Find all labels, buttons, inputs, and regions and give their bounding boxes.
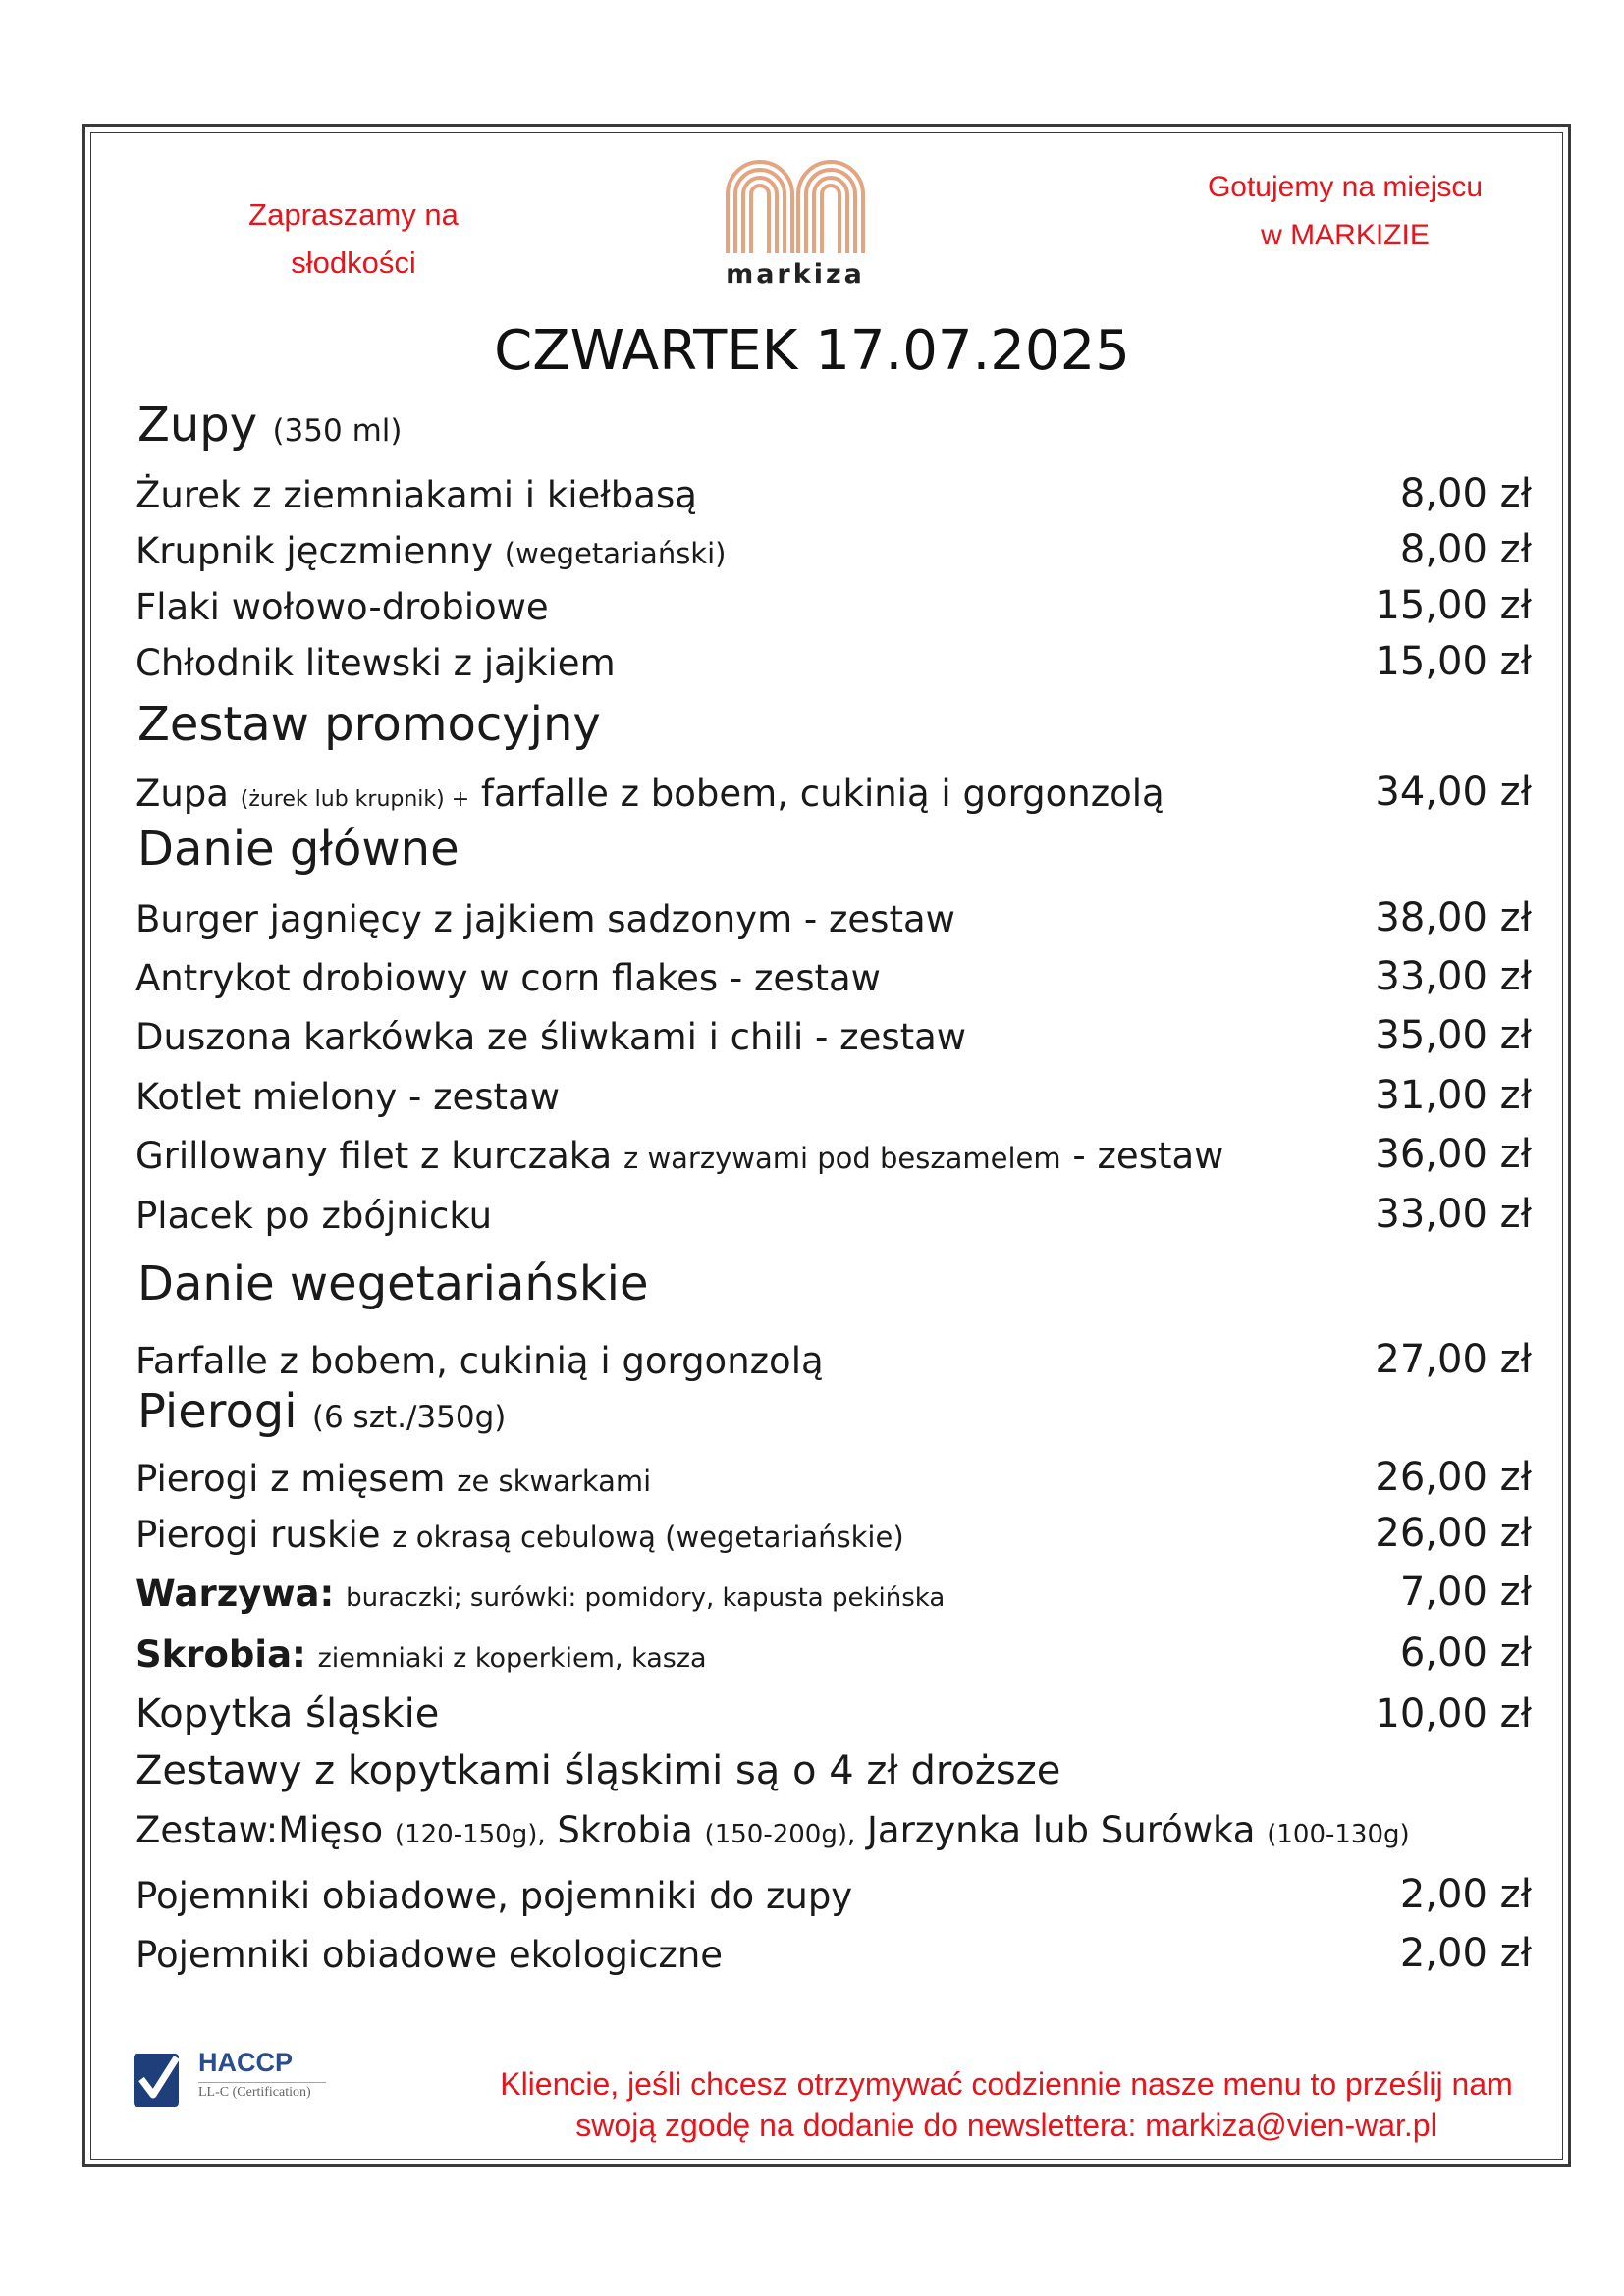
item-name: Burger jagnięcy z jajkiem sadzonym - zestaw (135, 898, 955, 940)
haccp-divider (198, 2082, 326, 2083)
menu-item (135, 517, 1532, 572)
item-price: 38,00 zł (1375, 895, 1532, 940)
item-name: Farfalle z bobem, cukinią i gorgonzolą (135, 1340, 824, 1382)
menu-item (135, 1501, 1532, 1556)
zupy-heading-text: Zupy (137, 398, 258, 453)
haccp-text (198, 2048, 326, 2101)
zupy-heading-sub: (350 ml) (272, 413, 403, 449)
item-note: ze skwarkami (457, 1465, 652, 1498)
kopytka-info (135, 1738, 1532, 1793)
sweets-line-2: słodkości (291, 245, 416, 280)
warzywa-label: Warzywa: (135, 1573, 335, 1615)
item-price: 2,00 zł (1399, 1872, 1532, 1917)
item-name: Pierogi ruskie z okrasą cebulową (wegetariańskie) (135, 1514, 904, 1556)
item-price: 33,00 zł (1375, 1192, 1532, 1237)
cooking-onsite (1139, 163, 1551, 259)
item-note: buraczki; surówki: pomidory, kapusta pekińska (346, 1583, 946, 1613)
menu-item (135, 461, 1532, 516)
section-heading-zupy (137, 398, 402, 453)
item-name: Kotlet mielony - zestaw (135, 1076, 561, 1118)
section-heading-promo: Zestaw promocyjny (137, 697, 601, 752)
pierogi-heading-text: Pierogi (137, 1384, 298, 1439)
newsletter-notice (393, 2063, 1620, 2146)
item-price: 33,00 zł (1375, 954, 1532, 999)
menu-item (135, 1445, 1532, 1500)
item-name: Pierogi z mięsem ze skwarkami (135, 1458, 652, 1500)
item-name: Antrykot drobiowy w corn flakes - zestaw (135, 957, 881, 999)
item-name (135, 1573, 945, 1615)
section-heading-pierogi (137, 1384, 506, 1439)
item-price: 27,00 zł (1375, 1337, 1532, 1382)
zestaw-composition (135, 1796, 1532, 1851)
newsletter-line-2: swoją zgodę na dodanie do newslettera: markiza@vien-war.pl (575, 2108, 1437, 2143)
item-name: Duszona karkówka ze śliwkami i chili - zestaw (135, 1016, 967, 1058)
item-price: 8,00 zł (1399, 471, 1532, 516)
newsletter-line-1: Kliencie, jeśli chcesz otrzymywać codziennie nasze menu to prześlij nam (500, 2066, 1513, 2102)
item-note: (wegetariański) (504, 537, 727, 570)
item-price: 10,00 zł (1375, 1691, 1532, 1736)
item-name: Placek po zbójnicku (135, 1195, 493, 1237)
haccp-badge (132, 2048, 348, 2116)
menu-item (135, 1921, 1532, 1976)
item-note: z okrasą cebulową (wegetariańskie) (392, 1521, 904, 1554)
menu-item-kopytka (135, 1682, 1532, 1736)
item-price: 26,00 zł (1375, 1455, 1532, 1500)
menu-item (135, 1003, 1532, 1058)
kopytka-info-text: Zestawy z kopytkami śląskimi są o 4 zł droższe (135, 1748, 1061, 1793)
item-price: 6,00 zł (1399, 1630, 1532, 1676)
markiza-logo (717, 155, 874, 300)
item-price: 2,00 zł (1399, 1931, 1532, 1976)
cooking-line-1: Gotujemy na miejscu (1207, 171, 1484, 203)
logo-wordmark: markiza (726, 259, 865, 290)
item-note: (żurek lub krupnik) + (240, 787, 470, 812)
haccp-check-icon (132, 2048, 183, 2110)
item-price: 34,00 zł (1375, 770, 1532, 815)
item-price: 7,00 zł (1399, 1570, 1532, 1615)
menu-item (135, 944, 1532, 999)
menu-item (135, 629, 1532, 684)
item-name (135, 1633, 707, 1676)
menu-item (135, 885, 1532, 940)
skrobia-label: Skrobia: (135, 1633, 306, 1676)
menu-item (135, 1862, 1532, 1917)
item-name: Flaki wołowo-drobiowe (135, 586, 549, 628)
section-heading-glowne: Danie główne (137, 822, 460, 877)
menu-item (135, 1122, 1532, 1177)
menu-item (135, 1063, 1532, 1118)
item-price: 15,00 zł (1375, 583, 1532, 628)
item-note: ziemniaki z koperkiem, kasza (317, 1643, 707, 1674)
pierogi-heading-sub: (6 szt./350g) (311, 1400, 507, 1435)
zestaw-text: Zestaw:Mięso (120-150g), Skrobia (150-200g), Jarzynka lub Surówka (100-130g) (135, 1809, 1410, 1851)
page-title: CZWARTEK 17.07.2025 (494, 319, 1130, 383)
item-name: Krupnik jęczmienny (wegetariański) (135, 530, 727, 572)
item-name: Chłodnik litewski z jajkiem (135, 642, 616, 684)
item-name: Żurek z ziemniakami i kiełbasą (135, 474, 697, 516)
cooking-line-2: w MARKIZIE (1261, 219, 1430, 251)
sweets-invitation (196, 190, 511, 287)
menu-item (135, 1182, 1532, 1237)
item-name: Grillowany filet z kurczaka z warzywami pod beszamelem - zestaw (135, 1135, 1224, 1177)
menu-item (135, 760, 1532, 815)
item-price: 36,00 zł (1375, 1132, 1532, 1177)
haccp-title: HACCP (198, 2048, 294, 2077)
menu-item-skrobia (135, 1621, 1532, 1676)
menu-item (135, 1327, 1532, 1382)
item-name: Pojemniki obiadowe ekologiczne (135, 1934, 724, 1976)
section-heading-wege: Danie wegetariańskie (137, 1256, 649, 1311)
haccp-subtitle: LL-C (Certification) (198, 2085, 311, 2100)
markiza-logo-icon (722, 155, 869, 257)
menu-item-warzywa (135, 1560, 1532, 1615)
item-name: Kopytka śląskie (135, 1691, 440, 1736)
item-price: 31,00 zł (1375, 1073, 1532, 1118)
item-price: 35,00 zł (1375, 1013, 1532, 1058)
item-price: 8,00 zł (1399, 527, 1532, 572)
item-price: 26,00 zł (1375, 1511, 1532, 1556)
item-note: z warzywami pod beszamelem (623, 1142, 1061, 1175)
item-price: 15,00 zł (1375, 639, 1532, 684)
menu-item (135, 573, 1532, 628)
sweets-line-1: Zapraszamy na (248, 197, 459, 232)
item-name: Pojemniki obiadowe, pojemniki do zupy (135, 1875, 853, 1917)
item-name: Zupa (żurek lub krupnik) + farfalle z bobem, cukinią i gorgonzolą (135, 773, 1164, 815)
